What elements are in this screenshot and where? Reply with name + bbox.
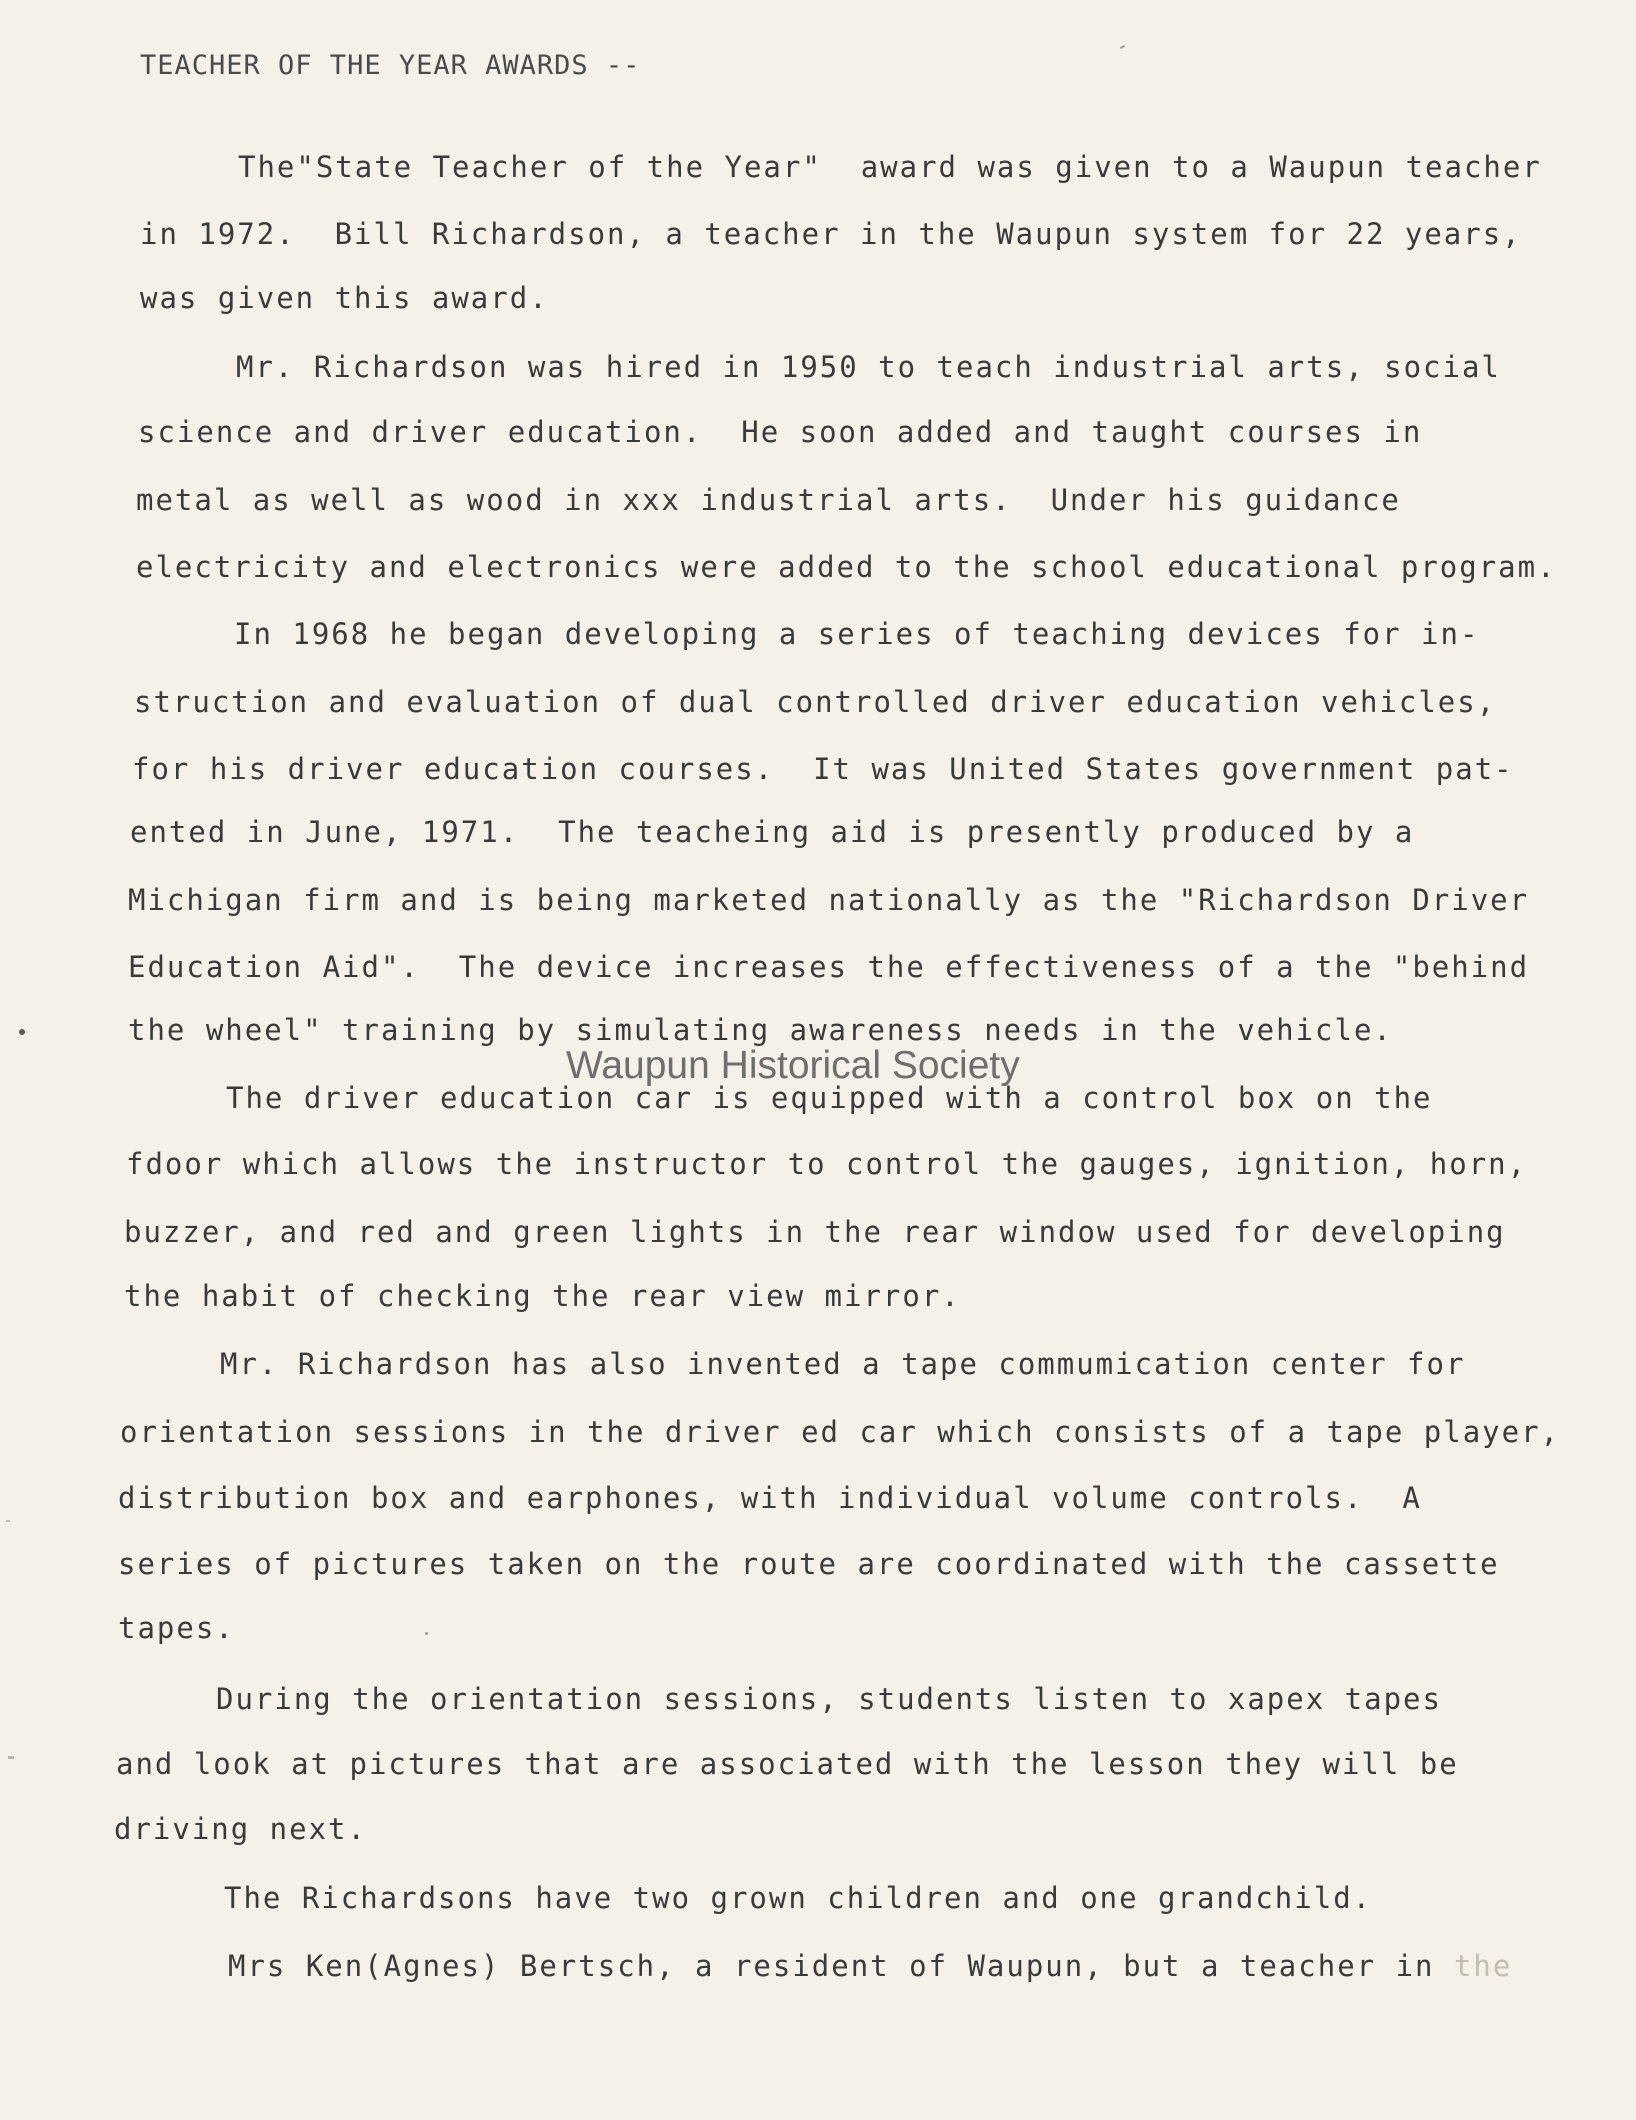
text-line-13: Education Aid". The device increases the effectiveness of a the "behind [128, 950, 1530, 984]
text-line-7: electricity and electronics were added to the school educational program. [136, 550, 1557, 584]
text-line-24: During the orientation sessions, students listen to xapex tapes [216, 1682, 1442, 1716]
text-line-17: buzzer, and red and green lights in the rear window used for developing [124, 1215, 1506, 1249]
text-line-9: struction and evaluation of dual controlled driver education vehicles, [134, 685, 1497, 719]
text-line-20: orientation sessions in the driver ed car which consists of a tape player, [120, 1415, 1561, 1449]
text-line-28-faint: the [1453, 1949, 1513, 1983]
text-line-16: fdoor which allows the instructor to control the gauges, ignition, horn, [126, 1147, 1528, 1181]
text-line-2: in 1972. Bill Richardson, a teacher in the Waupun system for 22 years, [140, 217, 1522, 251]
text-line-22: series of pictures taken on the route are coordinated with the cassette [118, 1547, 1500, 1581]
margin-dot [19, 1029, 25, 1035]
text-line-6: metal as well as wood in xxx industrial arts. Under his guidance [136, 483, 1401, 517]
watermark: Waupun Historical Society [566, 1044, 1020, 1087]
text-line-21: distribution box and earphones, with individual volume controls. A [118, 1481, 1422, 1515]
text-line-5: science and driver education. He soon added and taught courses in [138, 415, 1423, 449]
text-line-18: the habit of checking the rear view mirror. [124, 1279, 961, 1313]
text-line-11: ented in June, 1971. The teacheing aid is presently produced by a [130, 815, 1415, 849]
text-line-28-main: Mrs Ken(Agnes) Bertsch, a resident of Waupun, but a teacher in [228, 1949, 1454, 1983]
text-line-4: Mr. Richardson was hired in 1950 to teach industrial arts, social [236, 350, 1501, 384]
text-line-27: The Richardsons have two grown children and one grandchild. [224, 1881, 1373, 1915]
text-line-12: Michigan firm and is being marketed nationally as the "Richardson Driver [128, 883, 1530, 917]
text-line-15: The driver education car is equipped with a control box on the [226, 1081, 1433, 1115]
text-line-10: for his driver education courses. It was United States government pat- [132, 752, 1514, 786]
paper-speck [425, 1632, 428, 1635]
text-line-19: Mr. Richardson has also invented a tape commumication center for [220, 1347, 1466, 1381]
text-line-23: tapes. [118, 1611, 235, 1645]
text-line-1: The"State Teacher of the Year" award was given to a Waupun teacher [238, 150, 1542, 184]
text-line-8: In 1968 he began developing a series of teaching devices for in- [234, 617, 1480, 651]
paper-speck [1120, 45, 1125, 49]
text-line-25: and look at pictures that are associated with the lesson they will be [116, 1747, 1459, 1781]
text-line-3: was given this award. [140, 281, 549, 315]
document-heading: TEACHER OF THE YEAR AWARDS -- [140, 50, 641, 81]
paper-speck [6, 1520, 10, 1522]
text-line-14: the wheel" training by simulating awareness needs in the vehicle. [128, 1013, 1393, 1047]
text-line-28 [228, 1949, 1513, 1983]
paper-speck [8, 1756, 14, 1759]
text-line-26: driving next. [114, 1812, 367, 1846]
